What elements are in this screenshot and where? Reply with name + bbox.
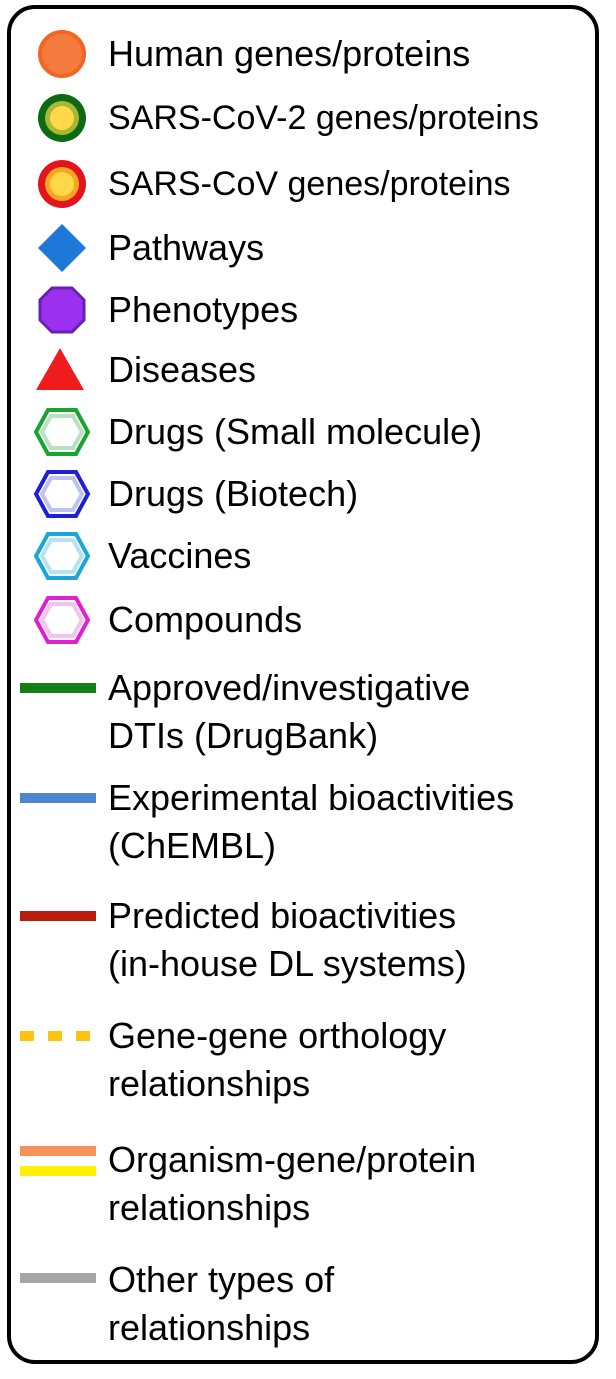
legend-item-sars-cov-2 — [0, 92, 616, 144]
legend-item-phenotypes — [0, 284, 616, 336]
legend-label-phenotypes: Phenotypes — [108, 289, 299, 330]
legend-label-diseases: Diseases — [108, 349, 257, 390]
legend-item-diseases — [0, 344, 616, 396]
legend-item-orthology — [0, 1012, 616, 1112]
legend-label-line1: Approved/investigative — [108, 667, 471, 708]
legend-item-human — [0, 28, 616, 80]
octagon-icon — [18, 284, 98, 336]
hexagon-icon — [18, 530, 98, 582]
legend-label-line2: DTIs (DrugBank) — [108, 715, 379, 756]
legend-label-pathways: Pathways — [108, 227, 265, 268]
solid-line-icon — [18, 680, 98, 696]
legend-label-line1: Other types of — [108, 1259, 335, 1300]
solid-line-icon — [18, 790, 98, 806]
legend-label-line1: Experimental bioactivities — [108, 777, 515, 818]
legend-item-compounds — [0, 594, 616, 646]
solid-line-icon — [18, 1270, 98, 1286]
hexagon-icon — [18, 468, 98, 520]
circle-icon — [18, 28, 98, 80]
ring-circle-icon — [18, 92, 98, 144]
legend-item-sars-cov — [0, 158, 616, 210]
legend-label-vaccines: Vaccines — [108, 535, 252, 576]
legend-item-organism — [0, 1136, 616, 1236]
solid-line-icon — [18, 908, 98, 924]
legend-label-organism — [108, 1136, 476, 1232]
legend-label-line2: (ChEMBL) — [108, 825, 277, 866]
legend-label-predicted — [108, 892, 467, 988]
legend-item-drugs-biotech — [0, 468, 616, 520]
double-line-icon — [18, 1142, 98, 1182]
legend-item-vaccines — [0, 530, 616, 582]
legend-label-compounds: Compounds — [108, 599, 303, 640]
diamond-icon — [18, 222, 98, 274]
legend-label-line2: relationships — [108, 1187, 311, 1228]
legend-item-drugs-small — [0, 406, 616, 458]
legend-label-line1: Predicted bioactivities — [108, 895, 457, 936]
legend-label-sars-cov-2: SARS-CoV-2 genes/proteins — [108, 99, 539, 137]
legend-item-other — [0, 1256, 616, 1356]
legend-label-line2: (in-house DL systems) — [108, 943, 467, 984]
legend-label-drugs-biotech: Drugs (Biotech) — [108, 473, 359, 514]
legend-label-approved-dti — [108, 664, 470, 760]
hexagon-icon — [18, 594, 98, 646]
legend-item-approved-dti — [0, 664, 616, 764]
legend-label-drugs-small: Drugs (Small molecule) — [108, 411, 483, 452]
hexagon-icon — [18, 406, 98, 458]
legend-item-predicted — [0, 892, 616, 992]
legend-label-sars-cov: SARS-CoV genes/proteins — [108, 165, 511, 203]
legend-label-orthology — [108, 1012, 446, 1108]
legend-item-experimental — [0, 774, 616, 874]
ring-circle-icon — [18, 158, 98, 210]
legend-label-experimental — [108, 774, 514, 870]
legend-item-pathways — [0, 222, 616, 274]
triangle-icon — [18, 344, 98, 396]
legend-label-other — [108, 1256, 334, 1352]
legend-label-human: Human genes/proteins — [108, 33, 471, 74]
legend-label-line2: relationships — [108, 1307, 311, 1348]
legend-label-line1: Gene-gene orthology — [108, 1015, 447, 1056]
dotted-line-icon — [18, 1028, 98, 1044]
legend-label-line1: Organism-gene/protein — [108, 1139, 477, 1180]
legend-label-line2: relationships — [108, 1063, 311, 1104]
